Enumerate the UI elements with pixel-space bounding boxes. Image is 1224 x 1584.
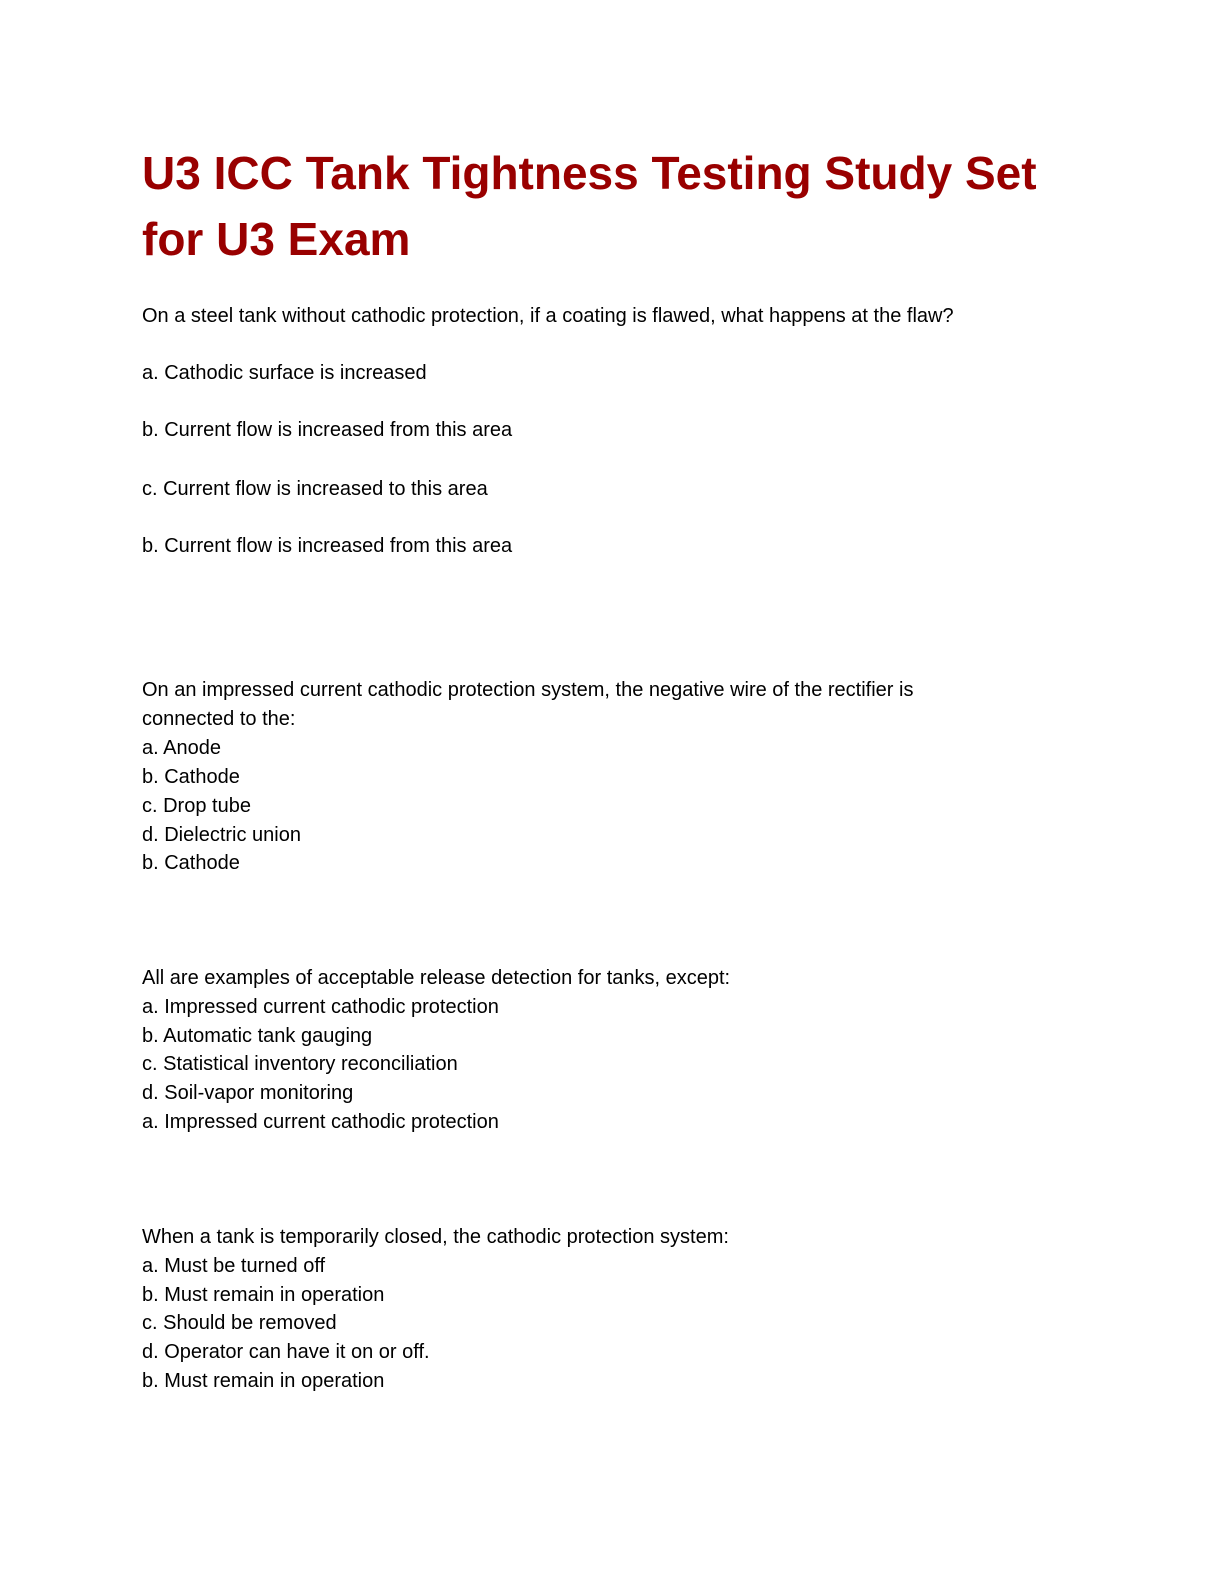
option: b. Must remain in operation (142, 1284, 385, 1306)
option: c. Drop tube (142, 795, 251, 817)
option: a. Cathodic surface is increased (142, 362, 427, 384)
question-4: When a tank is temporarily closed, the cathodic protection system: (142, 1226, 729, 1248)
option: d. Soil-vapor monitoring (142, 1082, 354, 1104)
answer: b. Must remain in operation (142, 1370, 385, 1392)
option: a. Must be turned off (142, 1255, 326, 1277)
answer: b. Current flow is increased from this area (142, 535, 513, 557)
question-1: On a steel tank without cathodic protection, if a coating is flawed, what happens at the flaw? (142, 305, 954, 327)
option: a. Impressed current cathodic protection (142, 996, 499, 1018)
option: c. Statistical inventory reconciliation (142, 1053, 458, 1075)
question-3: All are examples of acceptable release detection for tanks, except: (142, 967, 731, 989)
option: b. Automatic tank gauging (142, 1025, 373, 1047)
question-2-cont: connected to the: (142, 708, 296, 730)
answer: a. Impressed current cathodic protection (142, 1111, 499, 1133)
question-2: On an impressed current cathodic protection system, the negative wire of the rectifier is (142, 679, 914, 701)
option: d. Dielectric union (142, 824, 301, 846)
option: d. Operator can have it on or off. (142, 1341, 430, 1363)
answer: b. Cathode (142, 852, 240, 874)
option: c. Should be removed (142, 1312, 337, 1334)
page-title: U3 ICC Tank Tightness Testing Study Set for U3 Exam (142, 147, 1037, 265)
option: b. Current flow is increased from this area (142, 419, 513, 441)
option: a. Anode (142, 737, 221, 759)
option: c. Current flow is increased to this area (142, 478, 488, 500)
option: b. Cathode (142, 766, 240, 788)
